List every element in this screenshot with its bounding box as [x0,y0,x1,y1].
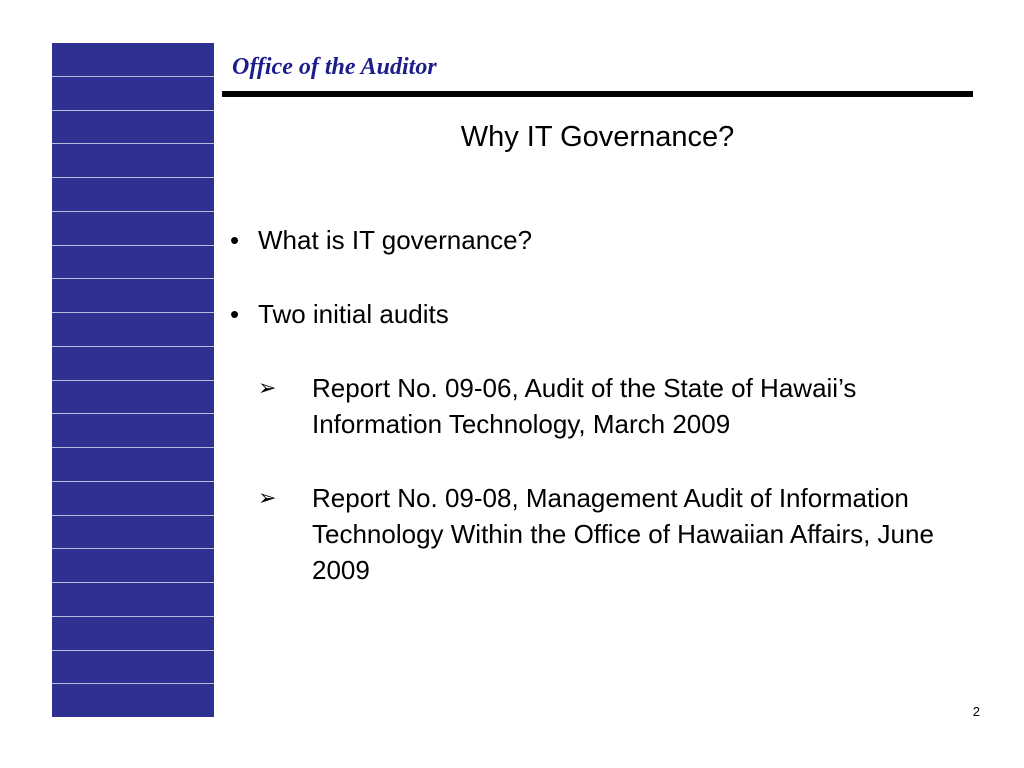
bullet-item [230,222,970,258]
side-bar-stripe [52,617,214,651]
bullet-list [230,222,970,626]
side-bar-stripe [52,178,214,212]
sub-bullet-text: Report No. 09-06, Audit of the State of Hawaii’s Information Technology, March 2009 [312,373,857,439]
side-bar-stripe [52,144,214,178]
bullet-item [230,296,970,332]
side-bar-stripe [52,77,214,111]
side-bar-stripe [52,684,214,717]
slide-title: Why IT Governance? [460,121,735,153]
side-bar-stripe [52,43,214,77]
side-bar-stripe [52,448,214,482]
side-bar-stripe [52,549,214,583]
side-bar-stripe [52,414,214,448]
side-bar-stripe [52,516,214,550]
header-divider [222,91,973,97]
side-bar-stripe [52,482,214,516]
side-bar-stripe [52,651,214,685]
side-bar-stripe [52,279,214,313]
org-title: Office of the Auditor [232,54,437,80]
side-bar-stripe [52,381,214,415]
bullet-text: What is IT governance? [258,225,533,255]
side-bar-stripe [52,583,214,617]
page-number: 2 [972,704,980,719]
side-bar-stripe [52,313,214,347]
bullet-dot-icon: • [230,225,240,255]
arrow-bullet-icon: ➢ [258,375,277,400]
side-bar-stripe [52,246,214,280]
decorative-side-bar [52,43,214,717]
bullet-text: Two initial audits [258,299,449,329]
side-bar-stripe [52,347,214,381]
side-bar-stripe [52,212,214,246]
sub-bullet-item [258,480,970,588]
sub-bullet-text: Report No. 09-08, Management Audit of Information Technology Within the Office of Hawaiian Affairs, June 2009 [312,483,934,585]
arrow-bullet-icon: ➢ [258,485,277,510]
bullet-dot-icon: • [230,299,240,329]
sub-bullet-item [258,370,970,442]
side-bar-stripe [52,111,214,145]
